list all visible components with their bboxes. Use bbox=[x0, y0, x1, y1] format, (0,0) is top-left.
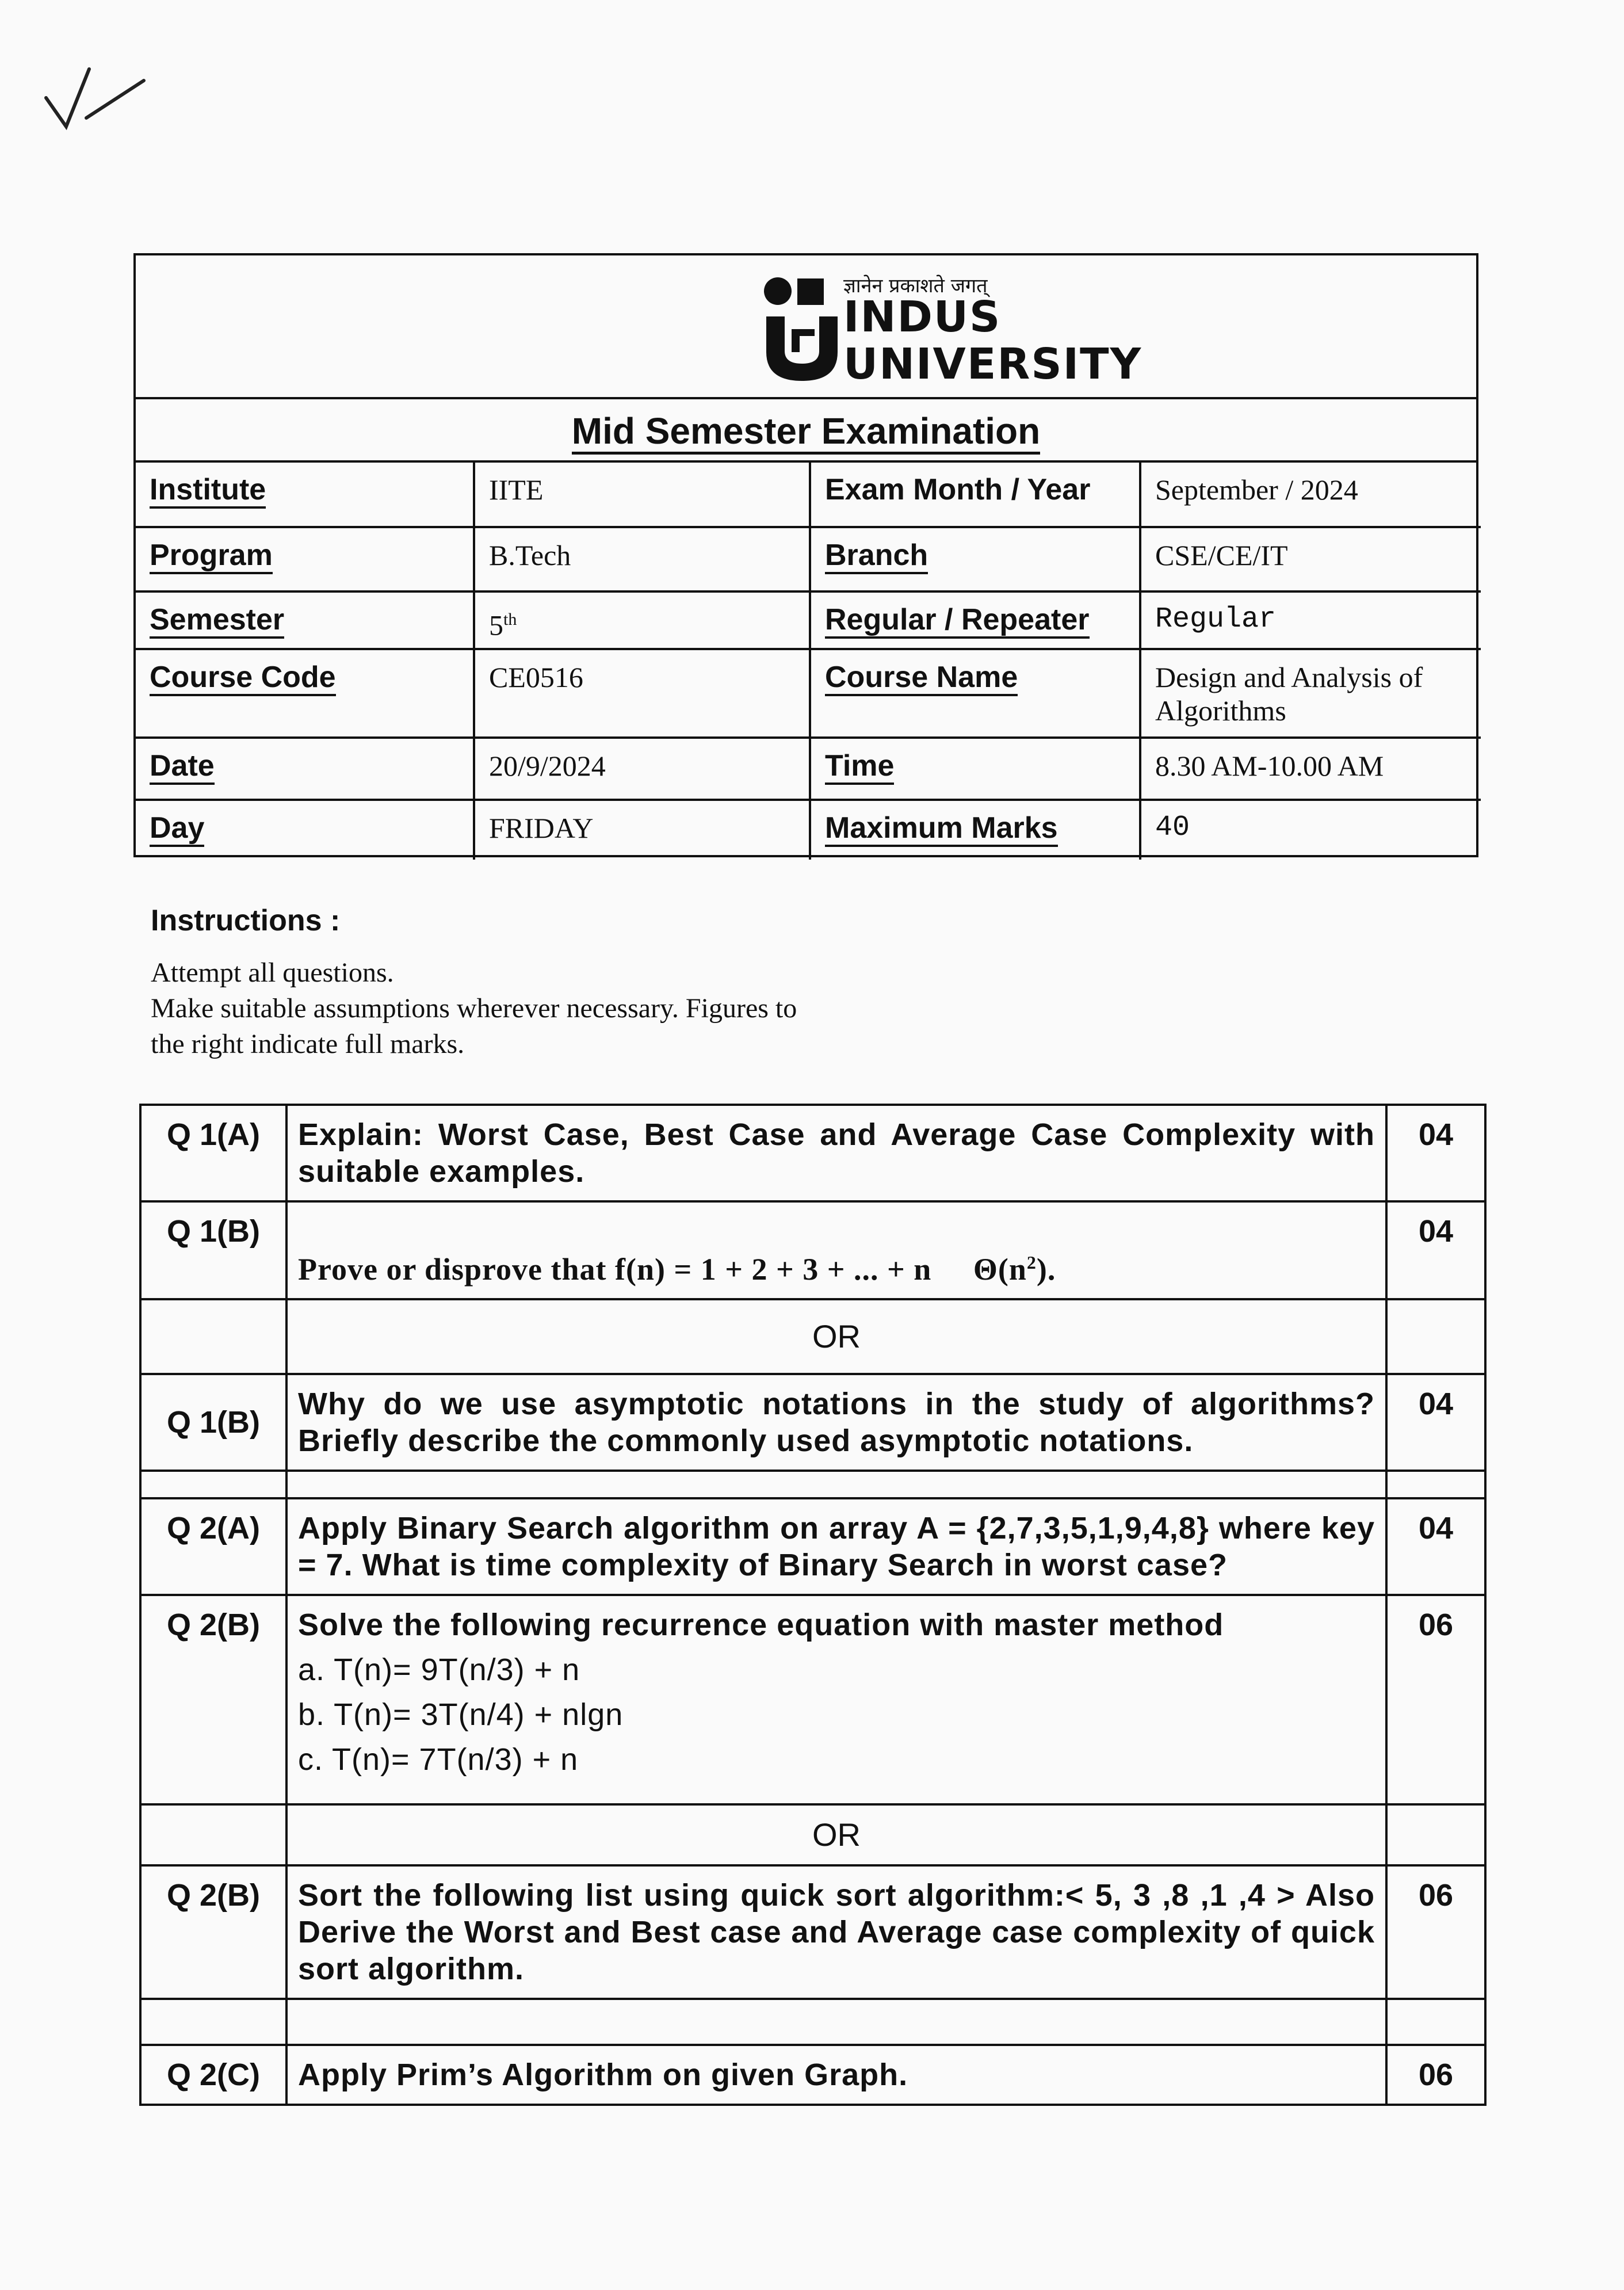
info-row bbox=[136, 463, 1481, 527]
question-marks: 04 bbox=[1386, 1498, 1485, 1595]
question-row bbox=[140, 2045, 1485, 2105]
question-number: Q 1(A) bbox=[140, 1105, 286, 1201]
university-logo bbox=[136, 255, 1476, 399]
info-label: Branch bbox=[810, 527, 1140, 591]
question-marks: 06 bbox=[1386, 2045, 1485, 2105]
info-label: Semester bbox=[136, 591, 474, 649]
info-label: Date bbox=[136, 738, 474, 800]
or-row bbox=[140, 1299, 1485, 1374]
or-divider: OR bbox=[286, 1299, 1386, 1374]
recurrence-item: a. T(n)= 9T(n/3) + n bbox=[298, 1652, 580, 1687]
info-value: FRIDAY bbox=[474, 800, 810, 860]
exam-title-text: Mid Semester Examination bbox=[572, 410, 1040, 455]
instruction-line: Make suitable assumptions wherever necessary. Figures to bbox=[151, 993, 797, 1024]
logo-tagline: ज्ञानेन प्रकाशते जगत् bbox=[843, 274, 988, 297]
exam-header bbox=[133, 253, 1478, 857]
info-value: 20/9/2024 bbox=[474, 738, 810, 800]
info-value: IITE bbox=[474, 463, 810, 527]
question-text: Apply Prim’s Algorithm on given Graph. bbox=[286, 2045, 1386, 2105]
logo-name-line1: INDUS bbox=[843, 292, 1002, 342]
question-marks: 04 bbox=[1386, 1105, 1485, 1201]
question-row bbox=[140, 1201, 1485, 1299]
exam-info-table bbox=[136, 463, 1481, 860]
question-row bbox=[140, 1498, 1485, 1595]
info-row bbox=[136, 591, 1481, 649]
question-text: Apply Binary Search algorithm on array A = {2,7,3,5,1,9,4,8} where key = 7. What is time complexity of Binary Search in worst case? bbox=[286, 1498, 1386, 1595]
recurrence-item: b. T(n)= 3T(n/4) + nlgn bbox=[298, 1697, 624, 1732]
question-text: Prove or disprove that f(n) = 1 + 2 + 3 + ... + n $\Theta(n^2)$. bbox=[286, 1201, 1386, 1299]
info-label: Exam Month / Year bbox=[810, 463, 1140, 527]
question-number: Q 1(B) bbox=[140, 1201, 286, 1299]
question-number: Q 2(B) bbox=[140, 1865, 286, 1999]
instructions-section bbox=[151, 903, 1014, 1062]
info-label: Time bbox=[810, 738, 1140, 800]
logo-name-line2: UNIVERSITY bbox=[843, 339, 1142, 389]
info-value: 8.30 AM-10.00 AM bbox=[1140, 738, 1481, 800]
question-number: Q 1(B) bbox=[140, 1374, 286, 1471]
info-label: Course Code bbox=[136, 649, 474, 738]
instruction-line: the right indicate full marks. bbox=[151, 1029, 465, 1059]
info-row bbox=[136, 649, 1481, 738]
instruction-line: Attempt all questions. bbox=[151, 957, 394, 988]
or-divider: OR bbox=[286, 1804, 1386, 1865]
info-row bbox=[136, 800, 1481, 860]
info-value: B.Tech bbox=[474, 527, 810, 591]
info-row bbox=[136, 527, 1481, 591]
question-number: Q 2(C) bbox=[140, 2045, 286, 2105]
question-marks: 06 bbox=[1386, 1595, 1485, 1804]
or-row bbox=[140, 1804, 1485, 1865]
question-number: Q 2(A) bbox=[140, 1498, 286, 1595]
instructions-title: Instructions : bbox=[151, 904, 341, 937]
logo-name bbox=[843, 293, 1142, 388]
question-text: Why do we use asymptotic notations in the study of algorithms? Briefly describe the commonly used asymptotic notations. bbox=[286, 1374, 1386, 1471]
question-text: Sort the following list using quick sort algorithm:< 5, 3 ,8 ,1 ,4 > Also Derive the Worst and Best case and Average case complexity of quick sort algorithm. bbox=[286, 1865, 1386, 1999]
question-text: Explain: Worst Case, Best Case and Average Case Complexity with suitable examples. bbox=[286, 1105, 1386, 1201]
handwritten-tick-mark bbox=[35, 58, 161, 150]
spacer-row bbox=[140, 1999, 1485, 2045]
info-value: Regular bbox=[1140, 591, 1481, 649]
question-text-main: Solve the following recurrence equation with master method bbox=[298, 1608, 1224, 1642]
info-label: Day bbox=[136, 800, 474, 860]
recurrence-item: c. T(n)= 7T(n/3) + n bbox=[298, 1742, 579, 1777]
info-label: Maximum Marks bbox=[810, 800, 1140, 860]
info-label: Program bbox=[136, 527, 474, 591]
info-row bbox=[136, 738, 1481, 800]
question-number: Q 2(B) bbox=[140, 1595, 286, 1804]
question-row bbox=[140, 1865, 1485, 1999]
question-text bbox=[286, 1595, 1386, 1804]
questions-table bbox=[139, 1104, 1487, 2106]
university-emblem-icon bbox=[762, 272, 842, 387]
info-value: 40 bbox=[1140, 800, 1481, 860]
info-value: September / 2024 bbox=[1140, 463, 1481, 527]
question-row bbox=[140, 1595, 1485, 1804]
info-value: 5th bbox=[474, 591, 810, 649]
exam-title bbox=[136, 399, 1476, 463]
question-marks: 06 bbox=[1386, 1865, 1485, 1999]
info-label: Institute bbox=[136, 463, 474, 527]
question-row bbox=[140, 1374, 1485, 1471]
question-marks: 04 bbox=[1386, 1201, 1485, 1299]
info-label: Regular / Repeater bbox=[810, 591, 1140, 649]
info-value: Design and Analysis of Algorithms bbox=[1140, 649, 1481, 738]
info-value: CSE/CE/IT bbox=[1140, 527, 1481, 591]
info-label: Course Name bbox=[810, 649, 1140, 738]
question-marks: 04 bbox=[1386, 1374, 1485, 1471]
info-value: CE0516 bbox=[474, 649, 810, 738]
spacer-row bbox=[140, 1471, 1485, 1498]
question-row bbox=[140, 1105, 1485, 1201]
